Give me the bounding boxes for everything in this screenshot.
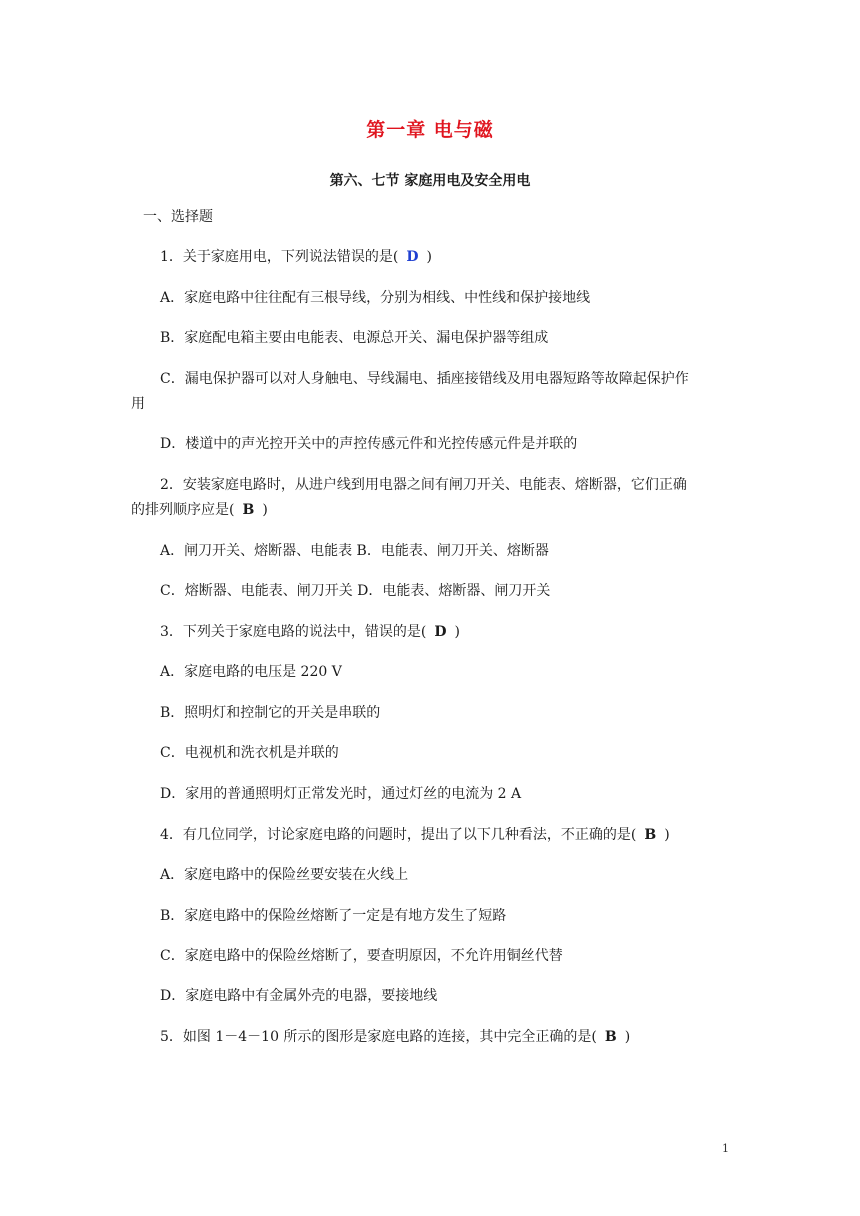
answer-mark: B <box>242 502 255 518</box>
answer-mark: B <box>604 1029 617 1045</box>
question-2-stem-cont <box>131 500 268 520</box>
question-4-option-a: A．家庭电路中的保险丝要安装在火线上 <box>160 867 409 883</box>
question-4-option-d: D．家庭电路中有金属外壳的电器，要接地线 <box>160 988 438 1004</box>
paren-close: ) <box>262 502 268 518</box>
question-3-stem <box>160 622 460 642</box>
question-3-option-b: B．照明灯和控制它的开关是串联的 <box>160 705 381 721</box>
question-text: 的排列顺序应是( <box>131 502 235 518</box>
question-4-option-c: C．家庭电路中的保险丝熔断了，要查明原因，不允许用铜丝代替 <box>160 948 563 964</box>
question-4-stem <box>160 825 670 845</box>
question-text: 1．关于家庭用电，下列说法错误的是( <box>160 249 399 265</box>
question-text: 4．有几位同学，讨论家庭电路的问题时，提出了以下几种看法，不正确的是( <box>160 827 637 843</box>
answer-mark: B <box>644 827 657 843</box>
question-1-option-c-cont: 用 <box>131 396 145 412</box>
question-5-stem <box>160 1027 630 1047</box>
question-1-option-c: C．漏电保护器可以对人身触电、导线漏电、插座接错线及用电器短路等故障起保护作 <box>160 371 689 387</box>
answer-mark: D <box>434 624 447 640</box>
question-3-option-a: A．家庭电路的电压是 220 V <box>160 664 342 680</box>
question-2-options-cd: C．熔断器、电能表、闸刀开关 D．电能表、熔断器、闸刀开关 <box>160 583 551 599</box>
question-2-stem: 2．安装家庭电路时，从进户线到用电器之间有闸刀开关、电能表、熔断器，它们正确 <box>160 477 687 493</box>
paren-close: ) <box>664 827 670 843</box>
page-number: 1 <box>722 1142 729 1155</box>
question-text: 3．下列关于家庭电路的说法中，错误的是( <box>160 624 427 640</box>
question-1-option-d: D．楼道中的声光控开关中的声控传感元件和光控传感元件是并联的 <box>160 436 578 452</box>
question-1-option-b: B．家庭配电箱主要由电能表、电源总开关、漏电保护器等组成 <box>160 330 549 346</box>
question-text: 5．如图 1－4－10 所示的图形是家庭电路的连接，其中完全正确的是( <box>160 1029 597 1045</box>
paren-close: ) <box>624 1029 631 1045</box>
paren-close: ) <box>454 624 460 640</box>
question-1-option-a: A．家庭电路中往往配有三根导线，分别为相线、中性线和保护接地线 <box>160 290 591 306</box>
question-4-option-b: B．家庭电路中的保险丝熔断了一定是有地方发生了短路 <box>160 908 507 924</box>
question-2-options-ab: A．闸刀开关、熔断器、电能表 B．电能表、闸刀开关、熔断器 <box>160 543 549 559</box>
answer-mark: D <box>406 249 419 265</box>
paren-close: ) <box>426 249 432 265</box>
section-heading: 一、选择题 <box>143 209 213 225</box>
section-title: 第六、七节 家庭用电及安全用电 <box>329 173 531 189</box>
question-3-option-d: D．家用的普通照明灯正常发光时，通过灯丝的电流为 2 A <box>160 786 522 802</box>
chapter-title: 第一章 电与磁 <box>366 119 494 141</box>
question-3-option-c: C．电视机和洗衣机是并联的 <box>160 745 339 761</box>
question-1-stem <box>160 247 432 267</box>
